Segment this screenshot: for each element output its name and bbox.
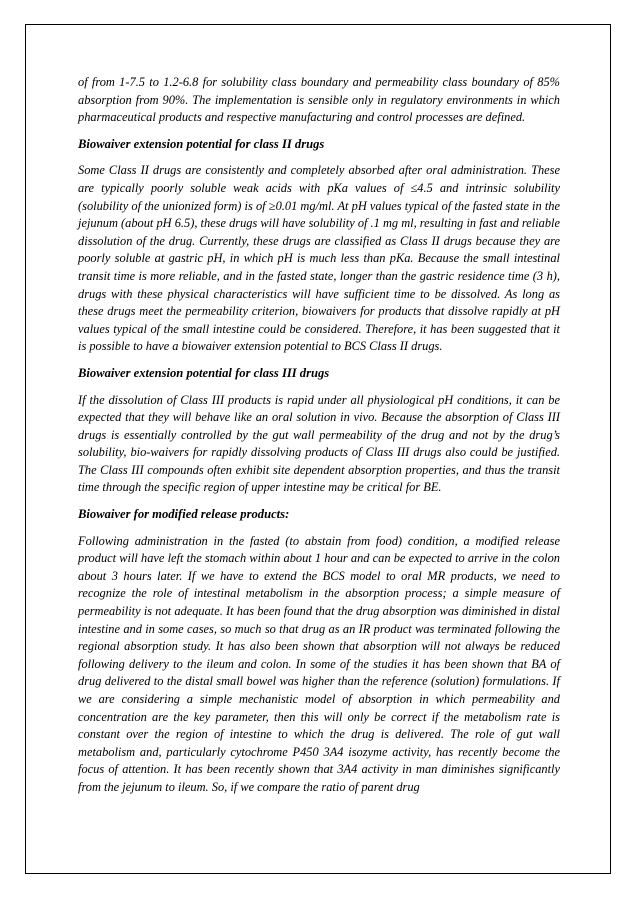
document-body	[78, 74, 560, 806]
paragraph-modified-release: Following administration in the fasted (to abstain from food) condition, a modified release product will have left the stomach within about 1 hour and can be expected to arrive in the colon about 3 hours later. If we have to extend the BCS model to oral MR products, we need to recognize the role of intestinal metabolism in the absorption process; a simple measure of permeability is not adequate. It has been found that the drug absorption was diminished in distal intestine and in some cases, so much so that drug as an IR product was terminated following the regional absorption study. It has also been shown that absorption will not always be reduced following delivery to the ileum and colon. In some of the studies it has been shown that BA of drug delivered to the distal small bowel was higher than the reference (solution) formulations. If we are considering a simple mechanistic model of absorption in which permeability and concentration are the key parameter, then this will only be correct if the metabolism rate is constant over the region of intestine to which the drug is delivered. The role of gut wall metabolism and, particularly cytochrome P450 3A4 isozyme activity, has recently become the focus of attention. It has been recently shown that 3A4 activity in man diminishes significantly from the jejunum to ileum. So, if we compare the ratio of parent drug	[78, 533, 560, 794]
heading-class-iii-biowaiver: Biowaiver extension potential for class III drugs	[78, 365, 330, 380]
paragraph-class-iii: If the dissolution of Class III products is rapid under all physiological pH conditions, it can be expected that they will behave like an oral solution in vivo. Because the absorption of Class III drugs is essentially controlled by the gut wall permeability of the drug and not by the drug’s solubility, bio-waivers for rapidly dissolving products of Class III drugs also could be justified. The Class III compounds often exhibit site dependent absorption properties, and thus the transit time through the specific region of upper intestine may be critical for BE.	[78, 392, 560, 495]
heading-modified-release: Biowaiver for modified release products:	[78, 507, 290, 522]
heading-class-ii-biowaiver: Biowaiver extension potential for class II drugs	[78, 136, 325, 151]
paragraph-class-ii: Some Class II drugs are consistently and completely absorbed after oral administration. These are typically poorly soluble weak acids with pKa values of ≤4.5 and intrinsic solubility (solubility of the unionized form) is of ≥0.01 mg/ml. At pH values typical of the fasted state in the jejunum (about pH 6.5), these drugs will have solubility of .1 mg ml, resulting in fast and reliable dissolution of the drug. Currently, these drugs are classified as Class II drugs because they are poorly soluble at gastric pH, in which pH is much less than pKa. Because the small intestinal transit time is more reliable, and in the fasted state, longer than the gastric residence time (3 h), drugs with these physical characteristics will have sufficient time to be dissolved. As long as these drugs meet the permeability criterion, biowaivers for products that dissolve rapidly at pH values typical of the small intestine could be considered. Therefore, it has been suggested that it is possible to have a biowaiver extension potential to BCS Class II drugs.	[78, 163, 560, 354]
paragraph-intro: of from 1-7.5 to 1.2-6.8 for solubility class boundary and permeability class boundary of 85% absorption from 90%. The implementation is sensible only in regulatory environments in which pharmaceutical products and respective manufacturing and control processes are defined.	[78, 75, 560, 125]
